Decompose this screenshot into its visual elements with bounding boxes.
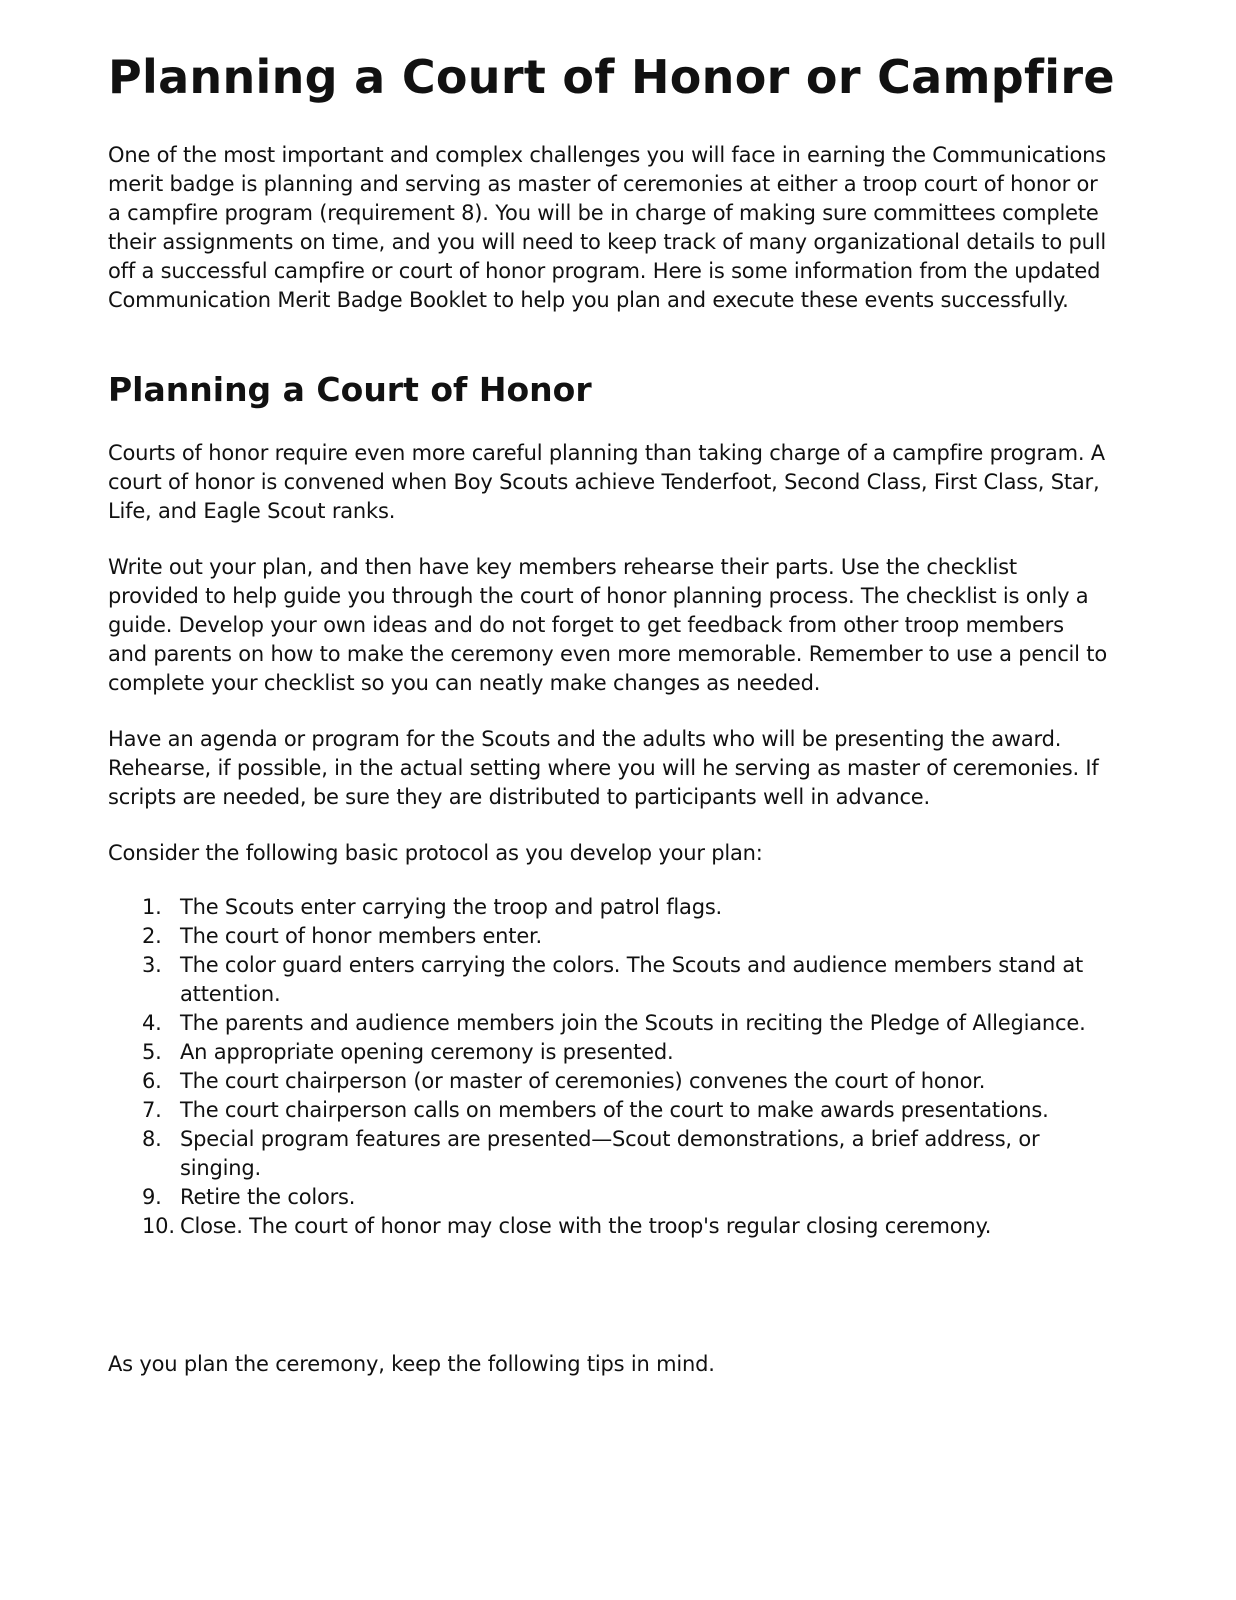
list-item [108, 1038, 1108, 1067]
list-item-text: Special program features are presented—Scout demonstrations, a brief address, or singing. [180, 1127, 1040, 1180]
list-number: 9. [142, 1185, 162, 1209]
page-title: Planning a Court of Honor or Campfire [108, 50, 1115, 104]
list-item-text: An appropriate opening ceremony is presented. [180, 1040, 674, 1064]
list-item [108, 951, 1108, 1009]
list-number: 5. [142, 1040, 162, 1064]
list-number: 10. [142, 1214, 175, 1238]
list-item [108, 893, 1108, 922]
list-number: 8. [142, 1127, 162, 1151]
list-item-text: The court chairperson (or master of ceremonies) convenes the court of honor. [180, 1069, 986, 1093]
list-item-text: The color guard enters carrying the colors. The Scouts and audience members stand at attention. [180, 953, 1084, 1006]
list-item [108, 1067, 1108, 1096]
section-heading: Planning a Court of Honor [108, 370, 592, 409]
list-item-text: The court of honor members enter. [180, 924, 543, 948]
paragraph-consider-protocol: Consider the following basic protocol as you develop your plan: [108, 841, 763, 865]
list-item [108, 1009, 1108, 1038]
list-number: 6. [142, 1069, 162, 1093]
list-number: 1. [142, 895, 162, 919]
protocol-list [108, 893, 1108, 1241]
list-number: 7. [142, 1098, 162, 1122]
paragraph-agenda: Have an agenda or program for the Scouts and the adults who will be presenting the award. Rehearse, if possible, in the actual setting where you will he serving as master of ceremonies. If scripts are needed, be sure they are distributed to participants well in advance. [108, 727, 1099, 809]
list-item-text: The Scouts enter carrying the troop and patrol flags. [180, 895, 723, 919]
list-item-text: Close. The court of honor may close with the troop's regular closing ceremony. [180, 1214, 992, 1238]
list-item [108, 1125, 1108, 1183]
intro-paragraph: One of the most important and complex challenges you will face in earning the Communications merit badge is planning and serving as master of ceremonies at either a troop court of honor or a campfire program (requirement 8). You will be in charge of making sure committees complete their assignments on time, and you will need to keep track of many organizational details to pull off a successful campfire or court of honor program. Here is some information from the updated Communication Merit Badge Booklet to help you plan and execute these events successfully. [108, 143, 1106, 312]
paragraph-write-plan: Write out your plan, and then have key members rehearse their parts. Use the checklist provided to help guide you through the court of honor planning process. The checklist is only a guide. Develop your own ideas and do not forget to get feedback from other troop members and parents on how to make the ceremony even more memorable. Remember to use a pencil to complete your checklist so you can neatly make changes as needed. [108, 555, 1107, 695]
list-item [108, 1212, 1108, 1241]
list-number: 2. [142, 924, 162, 948]
paragraph-courts-of-honor: Courts of honor require even more careful planning than taking charge of a campfire program. A court of honor is convened when Boy Scouts achieve Tenderfoot, Second Class, First Class, Star, Life, and Eagle Scout ranks. [108, 441, 1105, 523]
list-item-text: The parents and audience members join the Scouts in reciting the Pledge of Allegiance. [180, 1011, 1086, 1035]
list-number: 3. [142, 953, 162, 977]
list-item-text: The court chairperson calls on members of the court to make awards presentations. [180, 1098, 1049, 1122]
list-item-text: Retire the colors. [180, 1185, 356, 1209]
list-item [108, 922, 1108, 951]
list-item [108, 1183, 1108, 1212]
list-item [108, 1096, 1108, 1125]
list-number: 4. [142, 1011, 162, 1035]
closing-paragraph: As you plan the ceremony, keep the following tips in mind. [108, 1352, 715, 1376]
